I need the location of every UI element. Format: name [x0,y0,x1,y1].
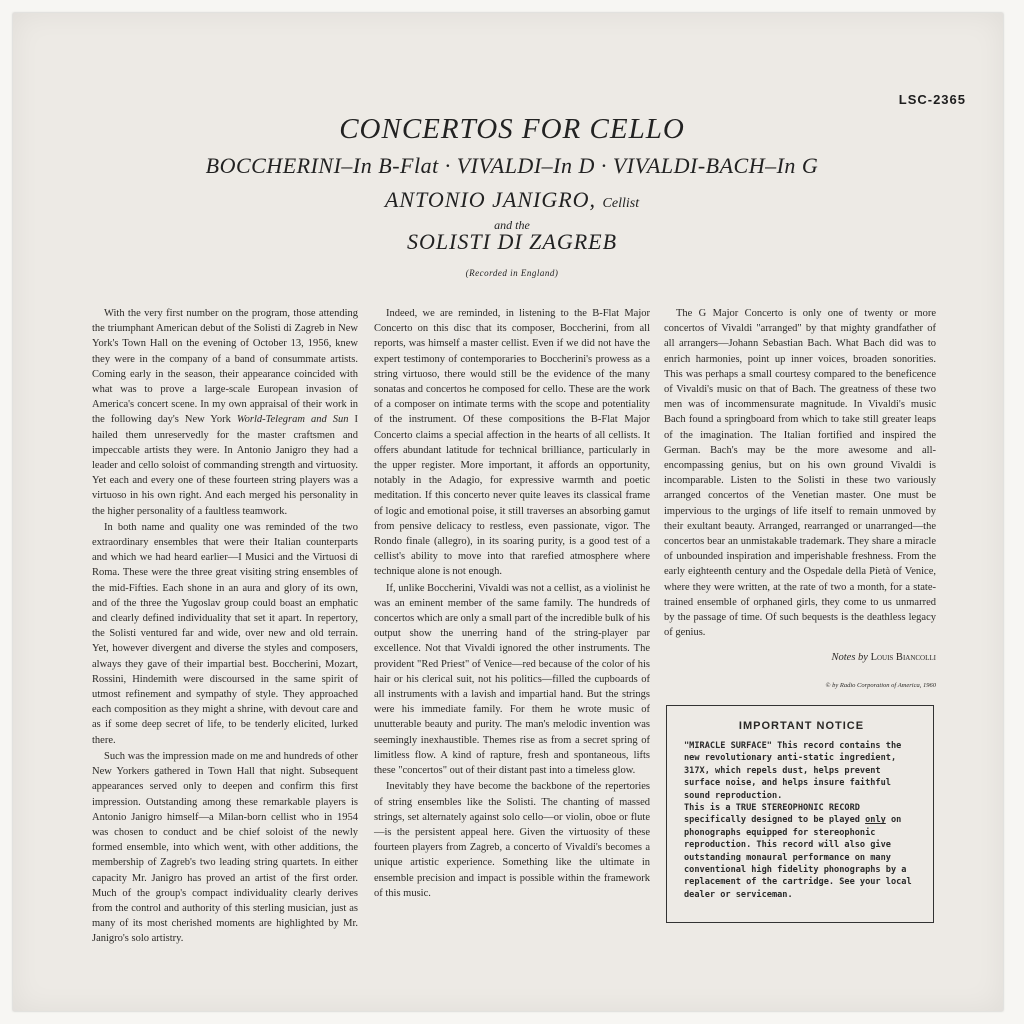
copyright-line: © by Radio Corporation of America, 1960 [825,681,936,689]
important-notice-box [666,705,934,923]
paragraph: Such was the impression made on me and hundreds of other New Yorkers gathered in Town Hall that night. Subsequent appearances served only to deepen and confirm this first impression. Outstanding among these remarkable players is Antonio Janigro himself—a Milan-born cellist who in 1954 was chosen to conduct and be chief soloist of the newly formed ensemble, into which went, with other additions, the membership of Zagreb's two leading string quartets. In either capacity Mr. Janigro has proved an artist of the first order. Much of the group's compact individuality clearly derives from the control and authority of this sterling musician, just as many of its most cherished moments are highlighted by Mr. Janigro's solo artistry. [92,750,358,945]
notes-credit: Notes by Louis Biancolli [831,652,936,664]
notice-heading: IMPORTANT NOTICE [738,720,865,732]
liner-notes-column-3 [664,306,936,693]
paragraph: Indeed, we are reminded, in listening to the B-Flat Major Concerto on this disc that its composer, Boccherini, from all reports, was himself a master cellist. Even if we did not have the expert testimony of contemporaries to Boccherini's prowess as a string virtuoso, there would still be the evidence of the many sonatas and concertos he composed for cello. These are the work of a composer on intimate terms with the scope and potentiality of the instrument. Of these compositions the B-Flat Major Concerto claims a special affection in the hearts of all cellists. It offers abundant latitude for technical brilliance, particularly in the upper register. More important, it affords an opportunity, notably in the Adagio, for expressive warmth and poetic meditation. If this concerto never quite leaves its classical frame of logic and emotional poise, it still traverses an absorbing gamut from pensive delicacy to restless, even passionate, vigor. The Rondo finale (allegro), in its soaring purity, is a good test of a cellist's ability to move into that rarefied atmosphere where technique alone is not enough. [374,308,650,578]
works-line: BOCCHERINI–In B-Flat · VIVALDI–In D · VIVALDI-BACH–In G [205,153,819,178]
soloist-role: Cellist [602,196,640,211]
paragraph: With the very first number on the program, those attending the triumphant American debut of the Solisti di Zagreb in New York's Town Hall on the evening of October 13, 1956, knew they were in the company of a band of consummate artists. Coming early in the season, their appearance coincided with what was to prove a large-scale European invasion of America's concert scene. In my own appraisal of their work in the following day's New York World-Telegram and Sun I hailed them unreservedly for the master craftsmen and impeccable artists they were. In Antonio Janigro they had a leader and cello soloist of commanding strength and virtuosity. Yet each and every one of these fourteen string players was a virtuoso in his own right. And each merged his personality in the higher personality of a faultless teamwork. [92,308,358,517]
album-title: CONCERTOS FOR CELLO [339,113,685,145]
paragraph: The G Major Concerto is only one of twenty or more concertos of Vivaldi "arranged" by that mighty grandfather of all arrangers—Johann Sebastian Bach. What Bach did was to enrich harmonies, point up inner voices, broaden sonorities. This was perhaps a small courtesy compared to the beneficence of Vivaldi's music on that of Bach. The greatness of these two men was of incommensurate magnitude. In Vivaldi's music Bach found a springboard from which to take still greater leaps of the imagination. The Italian fortified and inspired the German. Bach's may be the more awesome and all-encompassing genius, but on his own ground Vivaldi is incomparable. Listen to the Solisti in these two variously arranged concertos of the Venetian master. One must be impervious to the urgings of life itself to remain unmoved by their exultant beauty. Arranged, rearranged or unarranged—the concertos bear an unmistakable trademark. They share a miracle of unbounded inspiration and imperishable freshness. From the early eighteenth century and the Ospedale della Pietà of Venice, where they were written, at the rate of two a month, for a state-trained ensemble of orphaned girls, they come to us unmarred by the passage of time. Of such bequests is the deathless legacy of genius. [664,308,936,639]
notice-paragraph-2: This is a TRUE STEREOPHONIC RECORD specifically designed to be played only on phonographs equipped for stereophonic reproduction. This record will also give outstanding monaural performance on many conventional high fidelity phonographs by a replacement of the cartridge. See your local dealer or serviceman. [684,803,912,900]
paragraph: In both name and quality one was reminded of the two extraordinary ensembles that were their Italian counterparts and which we had heard earlier—I Musici and the Virtuosi di Roma. These were the three great visiting string ensembles of the mid-Fifties. Each shone in an aura and glory of its own, and of the three the Yugoslav group could boast an emphatic and clearly defined individuality that set it apart. In repertory, the Solisti ventured far and wide, over new and old terrain. Yet, however divergent and diverse the styles and composers, always they gave of their impartial best. Boccherini, Mozart, Rossini, Hindemith were discoursed in the same spirit of utmost refinement and sympathy of style. They approached each composition as they might a shrine, with devout care and as if some deep secret of life, to be tenderly elicited, lurked there. [92,521,358,746]
soloist-name: ANTONIO JANIGRO, [384,187,597,212]
recording-note: (Recorded in England) [465,268,559,278]
connector-text: and the [494,218,530,232]
liner-notes-column-2 [374,306,650,901]
newspaper-name: World-Telegram and Sun [236,414,349,426]
catalog-number: LSC-2365 [898,92,966,107]
notice-paragraph-1: "MIRACLE SURFACE" This record contains the new revolutionary anti-static ingredient, 317X, which repels dust, helps prevent surface noise, and helps insure faithful sound reproduction. [684,741,902,801]
ensemble-name: SOLISTI DI ZAGREB [406,229,618,254]
liner-notes-column-1 [92,306,358,947]
paragraph: If, unlike Boccherini, Vivaldi was not a cellist, as a violinist he was an eminent member of the same family. The hundreds of concertos which are only a small part of the incredible bulk of his output show the unerring hand of the string-player par excellence. Not that Vivaldi ignored the other instruments. The provident "Red Priest" of Venice—red because of the color of his hair or his clerical suit, not his politics—filled the cupboards of all instruments with a lavish and impartial hand. But the strings were his immediate family. For them he wrote music of unutterable beauty and purity. The man's melodic invention was seemingly inexhaustible. Themes rise as from a secret spring of limitless flow. A kind of rapture, fresh and spontaneous, lifts these "concertos" out of their distant past into a timeless glow. [374,582,650,777]
soloist-line [0,187,1024,213]
paragraph: Inevitably they have become the backbone of the repertories of string ensembles like the Solisti. The chanting of massed strings, set alternately against solo cello—or violin, oboe or flute—is the persistent appeal here. Given the virtuosity of these fourteen players from Zagreb, a concerto of Vivaldi's becomes a unique artistic experience. Something like the ultimate in ensemble precision and impact is possible within the framework of this music. [374,781,650,899]
notes-author: Louis Biancolli [870,652,936,664]
